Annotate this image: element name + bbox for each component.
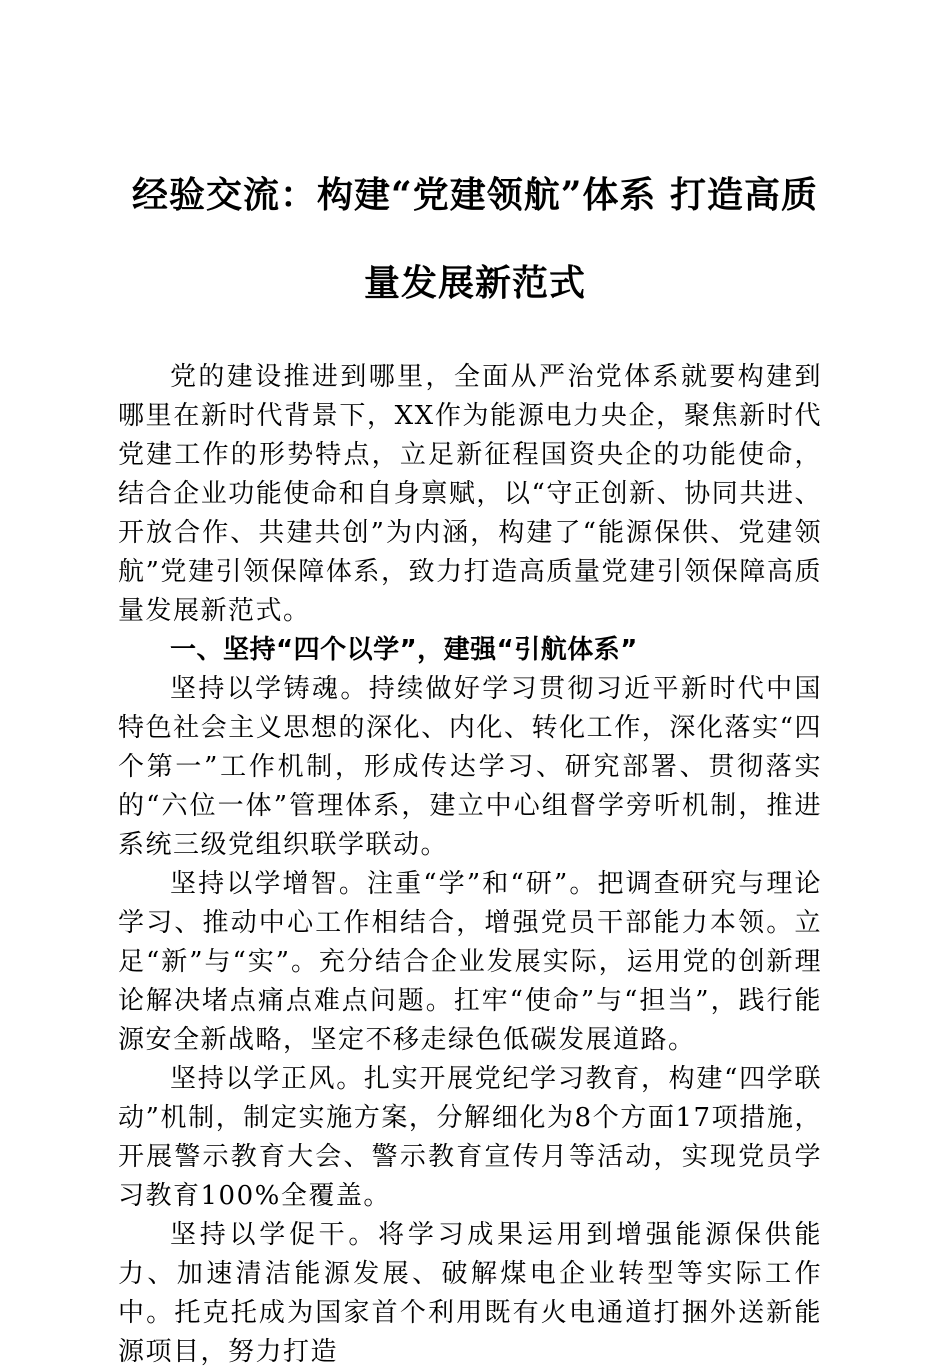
body-paragraph: 坚持以学增智。注重“学”和“研”。把调查研究与理论学习、推动中心工作相结合，增强党员干部能力本领。立足“新”与“实”。充分结合企业发展实际，运用党的创新理论解决堵点痛点难点问题。扛牢“使命”与“担当”，践行能源安全新战略，坚定不移走绿色低碳发展道路。 [118,869,822,1055]
body-paragraph: 坚持以学铸魂。持续做好学习贯彻习近平新时代中国特色社会主义思想的深化、内化、转化工作，深化落实“四个第一”工作机制，形成传达学习、研究部署、贯彻落实的“六位一体”管理体系，建立中心组督学旁听机制，推进系统三级党组织联学联动。 [118,674,822,860]
intro-paragraph: 党的建设推进到哪里，全面从严治党体系就要构建到哪里在新时代背景下，XX作为能源电力央企，聚焦新时代党建工作的形势特点，立足新征程国资央企的功能使命，结合企业功能使命和自身禀赋，以“守正创新、协同共进、开放合作、共建共创”为内涵，构建了“能源保供、党建领航”党建引领保障体系，致力打造高质量党建引领保障高质量发展新范式。 [118,362,822,626]
body-paragraph: 坚持以学正风。扎实开展党纪学习教育，构建“四学联动”机制，制定实施方案，分解细化为8个方面17项措施，开展警示教育大会、警示教育宣传月等活动，实现党员学习教育100%全覆盖。 [118,1064,822,1211]
document-body [118,358,822,1372]
body-paragraph: 坚持以学促干。将学习成果运用到增强能源保供能力、加速清洁能源发展、破解煤电企业转型等实际工作中。托克托成为国家首个利用既有火电通道打捆外送新能源项目，努力打造 [118,1220,822,1367]
section-heading: 一、坚持“四个以学”，建强“引航体系” [170,635,638,665]
document-title-line-1: 经验交流：构建“党建领航”体系 打造高质 [132,174,818,216]
document-title-line-2: 量发展新范式 [363,262,586,304]
